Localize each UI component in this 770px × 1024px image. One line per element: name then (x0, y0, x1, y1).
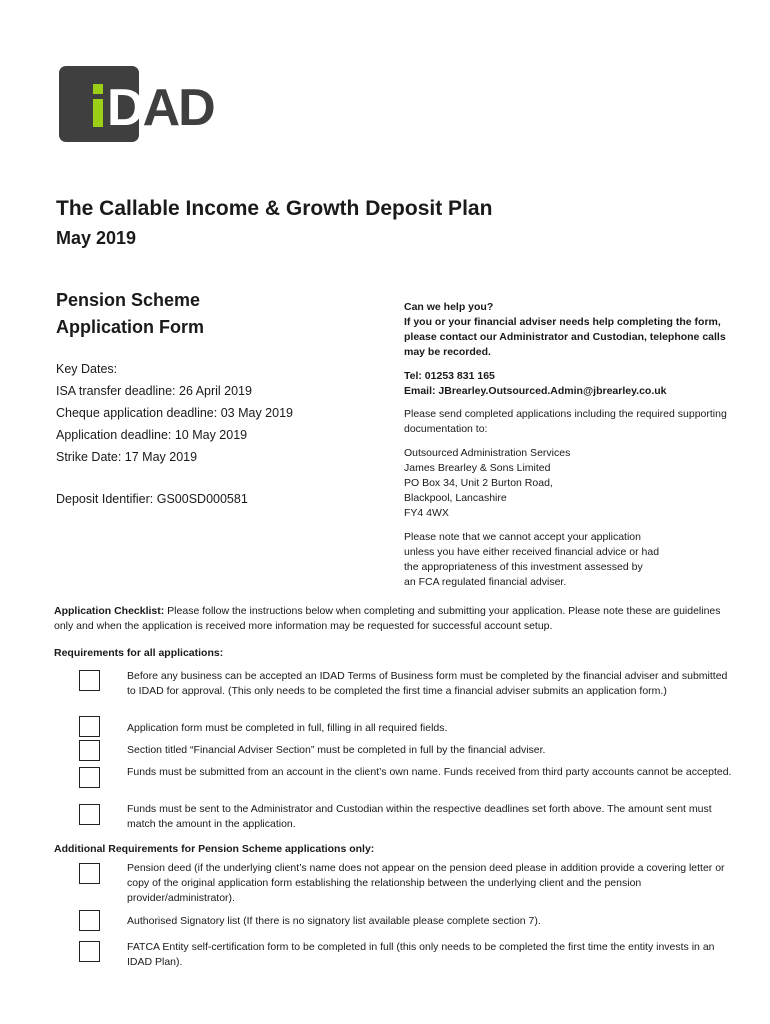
checkbox-terms-of-business[interactable] (79, 670, 100, 691)
send-instructions: Please send completed applications including the required supporting documentation to: (404, 408, 727, 435)
notice-line: unless you have either received financial advice or had (404, 546, 660, 558)
requirement-terms-of-business: Before any business can be accepted an IDAD Terms of Business form must be completed by the financial adviser and submitted to IDAD for approval. (This only needs to be completed the first time a financial adviser submits an application form.) (127, 670, 728, 697)
contact-email: Email: JBrearley.Outsourced.Admin@jbrearley.co.uk (404, 385, 667, 397)
requirements-pension-heading: Additional Requirements for Pension Scheme applications only: (54, 843, 375, 855)
contact-block (404, 369, 734, 399)
checkbox-signatory-list[interactable] (79, 910, 100, 931)
deposit-identifier: Deposit Identifier: GS00SD000581 (56, 492, 248, 506)
requirement-fatca: FATCA Entity self-certification form to be completed in full (this only needs to be completed the first time the entity invests in an IDAD Plan). (127, 941, 715, 968)
address-line: FY4 4WX (404, 507, 449, 519)
notice-line: the appropriateness of this investment assessed by (404, 561, 643, 573)
checklist-label: Application Checklist: (54, 605, 165, 617)
logo-i-dot (93, 84, 103, 94)
address-line: PO Box 34, Unit 2 Burton Road, (404, 477, 553, 489)
form-title-line: Application Form (56, 317, 204, 337)
contact-tel: Tel: 01253 831 165 (404, 370, 495, 382)
notice-line: Please note that we cannot accept your application (404, 531, 641, 543)
requirement-own-account: Funds must be submitted from an account in the client’s own name. Funds received from third party accounts cannot be accepted. (127, 766, 732, 778)
checklist-intro (54, 604, 734, 634)
address-line: Blackpool, Lancashire (404, 492, 507, 504)
address-line: James Brearley & Sons Limited (404, 462, 551, 474)
requirements-all-heading: Requirements for all applications: (54, 647, 224, 659)
postal-address (404, 446, 734, 521)
key-date-application: Application deadline: 10 May 2019 (56, 428, 248, 442)
advice-notice (404, 530, 734, 590)
form-title (56, 287, 204, 341)
logo-i-stem (93, 99, 103, 127)
form-title-line: Pension Scheme (56, 290, 201, 310)
requirement-funds-deadline: Funds must be sent to the Administrator and Custodian within the respective deadlines set forth above. The amount sent must match the amount in the application. (127, 803, 712, 830)
checkbox-funds-deadline[interactable] (79, 804, 100, 825)
logo-wordmark: DAD (107, 79, 214, 137)
key-date-isa: ISA transfer deadline: 26 April 2019 (56, 384, 252, 398)
document-subtitle: May 2019 (56, 228, 137, 248)
idad-logo (59, 66, 214, 142)
checkbox-adviser-section[interactable] (79, 740, 100, 761)
help-text: If you or your financial adviser needs help completing the form, please contact our Administrator and Custodian, telephone calls may be recorded. (404, 316, 726, 358)
help-block (404, 300, 734, 360)
notice-line: an FCA regulated financial adviser. (404, 576, 567, 588)
checkbox-own-account[interactable] (79, 767, 100, 788)
key-date-cheque: Cheque application deadline: 03 May 2019 (56, 406, 293, 420)
checkbox-form-complete[interactable] (79, 716, 100, 737)
requirement-pension-deed: Pension deed (if the underlying client’s name does not appear on the pension deed please in addition provide a covering letter or copy of the original application form establishing the relationship between the underlying client and the pension provider/administrator). (127, 862, 725, 904)
help-heading: Can we help you? (404, 301, 494, 313)
requirement-signatory-list: Authorised Signatory list (If there is no signatory list available please complete section 7). (127, 915, 541, 927)
key-dates-label: Key Dates: (56, 362, 118, 376)
key-date-strike: Strike Date: 17 May 2019 (56, 450, 198, 464)
document-title: The Callable Income & Growth Deposit Plan (56, 197, 493, 220)
requirement-adviser-section: Section titled “Financial Adviser Section” must be completed in full by the financial adviser. (127, 744, 546, 756)
address-line: Outsourced Administration Services (404, 447, 571, 459)
checkbox-fatca[interactable] (79, 941, 100, 962)
checklist-text: Please follow the instructions below when completing and submitting your application. Please note these are guidelines only and when the application is received more information may be requested for successful account setup. (54, 605, 721, 632)
checkbox-pension-deed[interactable] (79, 863, 100, 884)
requirement-form-complete: Application form must be completed in full, filling in all required fields. (127, 722, 448, 734)
key-dates (56, 361, 293, 471)
